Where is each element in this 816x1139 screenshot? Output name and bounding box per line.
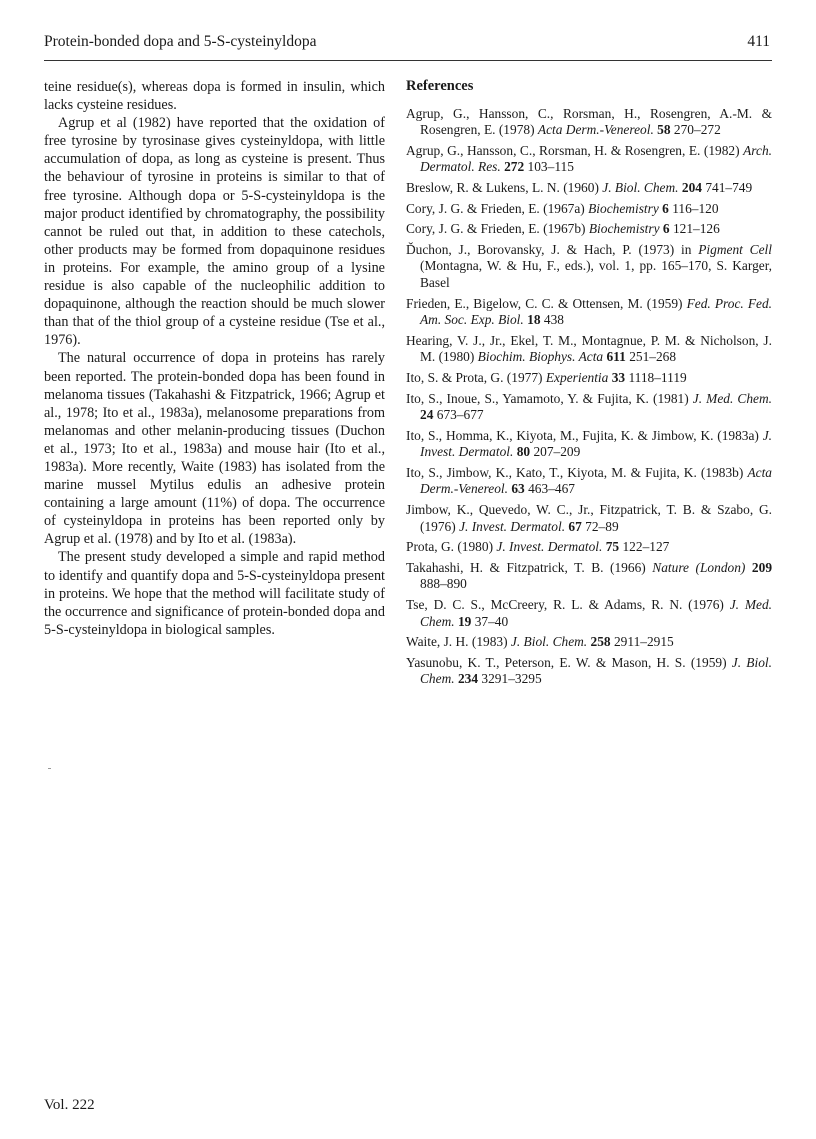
reference-volume: 24 — [420, 407, 434, 423]
reference-volume: 33 — [611, 369, 626, 385]
reference-authors: Frieden, E., Bigelow, C. C. & Ottensen, M. (1959) — [406, 295, 683, 311]
paragraph: The present study developed a simple and rapid method to identify and quantify dopa and 5-S-cysteinyldopa present in proteins. We hope that the method will facilitate study of the occurrence and significance of protein-bonded dopa and 5-S-cysteinyldopa in biological samples. — [44, 549, 385, 638]
reference-item — [406, 370, 772, 387]
reference-authors: Cory, J. G. & Frieden, E. (1967a) — [406, 200, 585, 216]
reference-item — [406, 502, 772, 535]
reference-pages: 121–126 — [672, 221, 720, 237]
reference-authors: Prota, G. (1980) — [406, 539, 494, 555]
reference-volume: 75 — [605, 539, 620, 555]
reference-item — [406, 539, 772, 556]
reference-volume: 209 — [751, 559, 773, 575]
reference-item — [406, 143, 772, 176]
reference-journal: Biochemistry — [588, 200, 659, 216]
reference-authors: Waite, J. H. (1983) — [406, 634, 508, 650]
reference-journal: J. Med. Chem. — [692, 390, 772, 406]
reference-item — [406, 201, 772, 218]
reference-authors: Ito, S., Homma, K., Kiyota, M., Fujita, K. & Jimbow, K. (1983a) — [406, 427, 759, 443]
reference-pages: 438 — [543, 312, 564, 328]
scan-mark — [48, 768, 51, 769]
reference-list — [406, 106, 772, 688]
reference-pages: 37–40 — [474, 613, 509, 629]
reference-journal: Pigment Cell — [698, 241, 772, 257]
reference-item — [406, 106, 772, 139]
reference-journal: J. Invest. Dermatol. — [496, 539, 603, 555]
reference-journal: Acta Derm.-Venereol. — [420, 464, 772, 497]
reference-volume: 6 — [662, 221, 670, 237]
reference-authors: Agrup, G., Hansson, C., Rorsman, H. & Rosengren, E. (1982) — [406, 142, 740, 158]
reference-pages: 463–467 — [528, 481, 575, 497]
reference-authors: Agrup, G., Hansson, C., Rorsman, H., Rosengren, A.-M. & Rosengren, E. (1978) — [406, 105, 772, 138]
reference-item — [406, 221, 772, 238]
reference-pages: 270–272 — [673, 122, 721, 138]
reference-pages: 72–89 — [585, 518, 619, 534]
reference-item — [406, 242, 772, 292]
reference-pages: (Montagna, W. & Hu, F., eds.), vol. 1, pp. 165–170, S. Karger, Basel — [420, 258, 772, 290]
reference-volume: 80 — [516, 444, 531, 460]
reference-pages: 103–115 — [527, 159, 574, 175]
reference-journal: Biochim. Biophys. Acta — [477, 349, 604, 365]
reference-authors: Takahashi, H. & Fitzpatrick, T. B. (1966) — [406, 559, 646, 575]
reference-journal: J. Invest. Dermatol. — [459, 518, 566, 534]
reference-authors: Ito, S. & Prota, G. (1977) — [406, 369, 543, 385]
reference-authors: Tse, D. C. S., McCreery, R. L. & Adams, R. N. (1976) — [406, 597, 724, 613]
paragraph: teine residue(s), whereas dopa is formed in insulin, which lacks cysteine residues. — [44, 79, 385, 114]
reference-item — [406, 333, 772, 366]
reference-journal: Arch. Dermatol. Res. — [420, 142, 772, 175]
reference-volume: 6 — [662, 200, 669, 216]
reference-journal: J. Biol. Chem. — [420, 654, 772, 687]
reference-authors: Ito, S., Jimbow, K., Kato, T., Kiyota, M. & Fujita, K. (1983b) — [406, 464, 744, 480]
volume-footer: Vol. 222 — [44, 1097, 95, 1113]
reference-volume: 67 — [568, 518, 582, 534]
reference-item — [406, 428, 772, 461]
reference-item — [406, 655, 772, 688]
reference-journal: J. Biol. Chem. — [602, 179, 679, 195]
reference-pages: 207–209 — [533, 444, 581, 460]
reference-volume: 204 — [681, 179, 702, 195]
reference-authors: Hearing, V. J., Jr., Ekel, T. M., Montagnue, P. M. & Nicholson, J. M. (1980) — [406, 332, 772, 365]
reference-pages: 116–120 — [672, 200, 719, 216]
reference-authors: Ďuchon, J., Borovansky, J. & Hach, P. (1973) in — [406, 241, 692, 257]
reference-volume: 234 — [457, 671, 479, 687]
references-heading: References — [406, 78, 474, 94]
reference-journal: J. Biol. Chem. — [510, 634, 588, 650]
reference-volume: 19 — [457, 613, 472, 629]
reference-item — [406, 180, 772, 197]
reference-journal: Experientia — [545, 369, 609, 385]
reference-authors: Jimbow, K., Quevedo, W. C., Jr., Fitzpatrick, T. B. & Szabo, G. (1976) — [406, 502, 772, 534]
reference-journal: J. Med. Chem. — [420, 597, 772, 629]
reference-journal: J. Invest. Dermatol. — [420, 427, 772, 460]
reference-item — [406, 560, 772, 593]
reference-journal: Fed. Proc. Fed. Am. Soc. Exp. Biol. — [420, 295, 772, 328]
reference-journal: Acta Derm.-Venereol. — [537, 122, 654, 138]
paragraph: Agrup et al (1982) have reported that the oxidation of free tyrosine by tyrosinase gives cysteinyldopa, with little accumulation of dopa, as long as cysteine is present. Thus the behaviour of tyrosine in proteins is similar to that of free tyrosine. Although dopa or 5-S-cysteinyldopa is the major product identified by chromatography, the possibility cannot be ruled out that, in addition to these catechols, other products may be formed from dopaquinone residues in proteins. For example, the amino group of a lysine residue is also capable of the nucleophilic addition to dopaquinone, although the reaction should be much slower than that of the thiol group of a cysteine residue (Tse et al., 1976). — [44, 115, 385, 349]
references-column — [406, 78, 772, 692]
reference-volume: 63 — [511, 481, 525, 497]
reference-authors: Ito, S., Inoue, S., Yamamoto, Y. & Fujita, K. (1981) — [406, 390, 689, 406]
reference-item — [406, 597, 772, 630]
reference-pages: 251–268 — [629, 349, 677, 365]
page-number: 411 — [747, 33, 770, 50]
paragraph: The natural occurrence of dopa in proteins has rarely been reported. The protein-bonded dopa has been found in melanoma tissues (Takahashi & Fitzpatrick, 1966; Agrup et al., 1978; Ito et al., 1983a), melanosome preparations from melanomas and other melanin-producing tissues (Duchon et al., 1973; Ito et al., 1983a) and mouse hair (Ito et al., 1983a). More recently, Waite (1983) has isolated from the marine mussel Mytilus edulis an adhesive protein containing a large amount (11%) of dopa. The occurrence of cysteinyldopa in proteins has been reported only by Agrup et al. (1978) and by Ito et al. (1983a). — [44, 350, 385, 548]
reference-volume: 58 — [657, 122, 671, 138]
reference-journal: Nature (London) — [652, 559, 746, 575]
reference-pages: 673–677 — [436, 407, 484, 423]
reference-authors: Yasunobu, K. T., Peterson, E. W. & Mason, H. S. (1959) — [406, 654, 727, 670]
reference-journal: Biochemistry — [588, 221, 660, 237]
reference-pages: 2911–2915 — [613, 634, 674, 650]
reference-volume: 611 — [606, 349, 626, 365]
reference-pages: 888–890 — [420, 576, 467, 592]
reference-item — [406, 391, 772, 424]
reference-authors: Cory, J. G. & Frieden, E. (1967b) — [406, 221, 586, 237]
header-rule — [44, 60, 772, 61]
reference-item — [406, 296, 772, 329]
reference-pages: 3291–3295 — [481, 671, 542, 687]
reference-pages: 122–127 — [622, 539, 670, 555]
body-text-column — [44, 78, 385, 639]
reference-pages: 741–749 — [705, 179, 753, 195]
reference-volume: 18 — [527, 312, 541, 328]
reference-authors: Breslow, R. & Lukens, L. N. (1960) — [406, 179, 599, 195]
reference-pages: 1118–1119 — [628, 369, 687, 385]
reference-item — [406, 634, 772, 651]
reference-volume: 272 — [504, 159, 525, 175]
reference-item — [406, 465, 772, 498]
reference-volume: 258 — [590, 634, 611, 650]
running-title: Protein-bonded dopa and 5-S-cysteinyldopa — [44, 33, 317, 50]
